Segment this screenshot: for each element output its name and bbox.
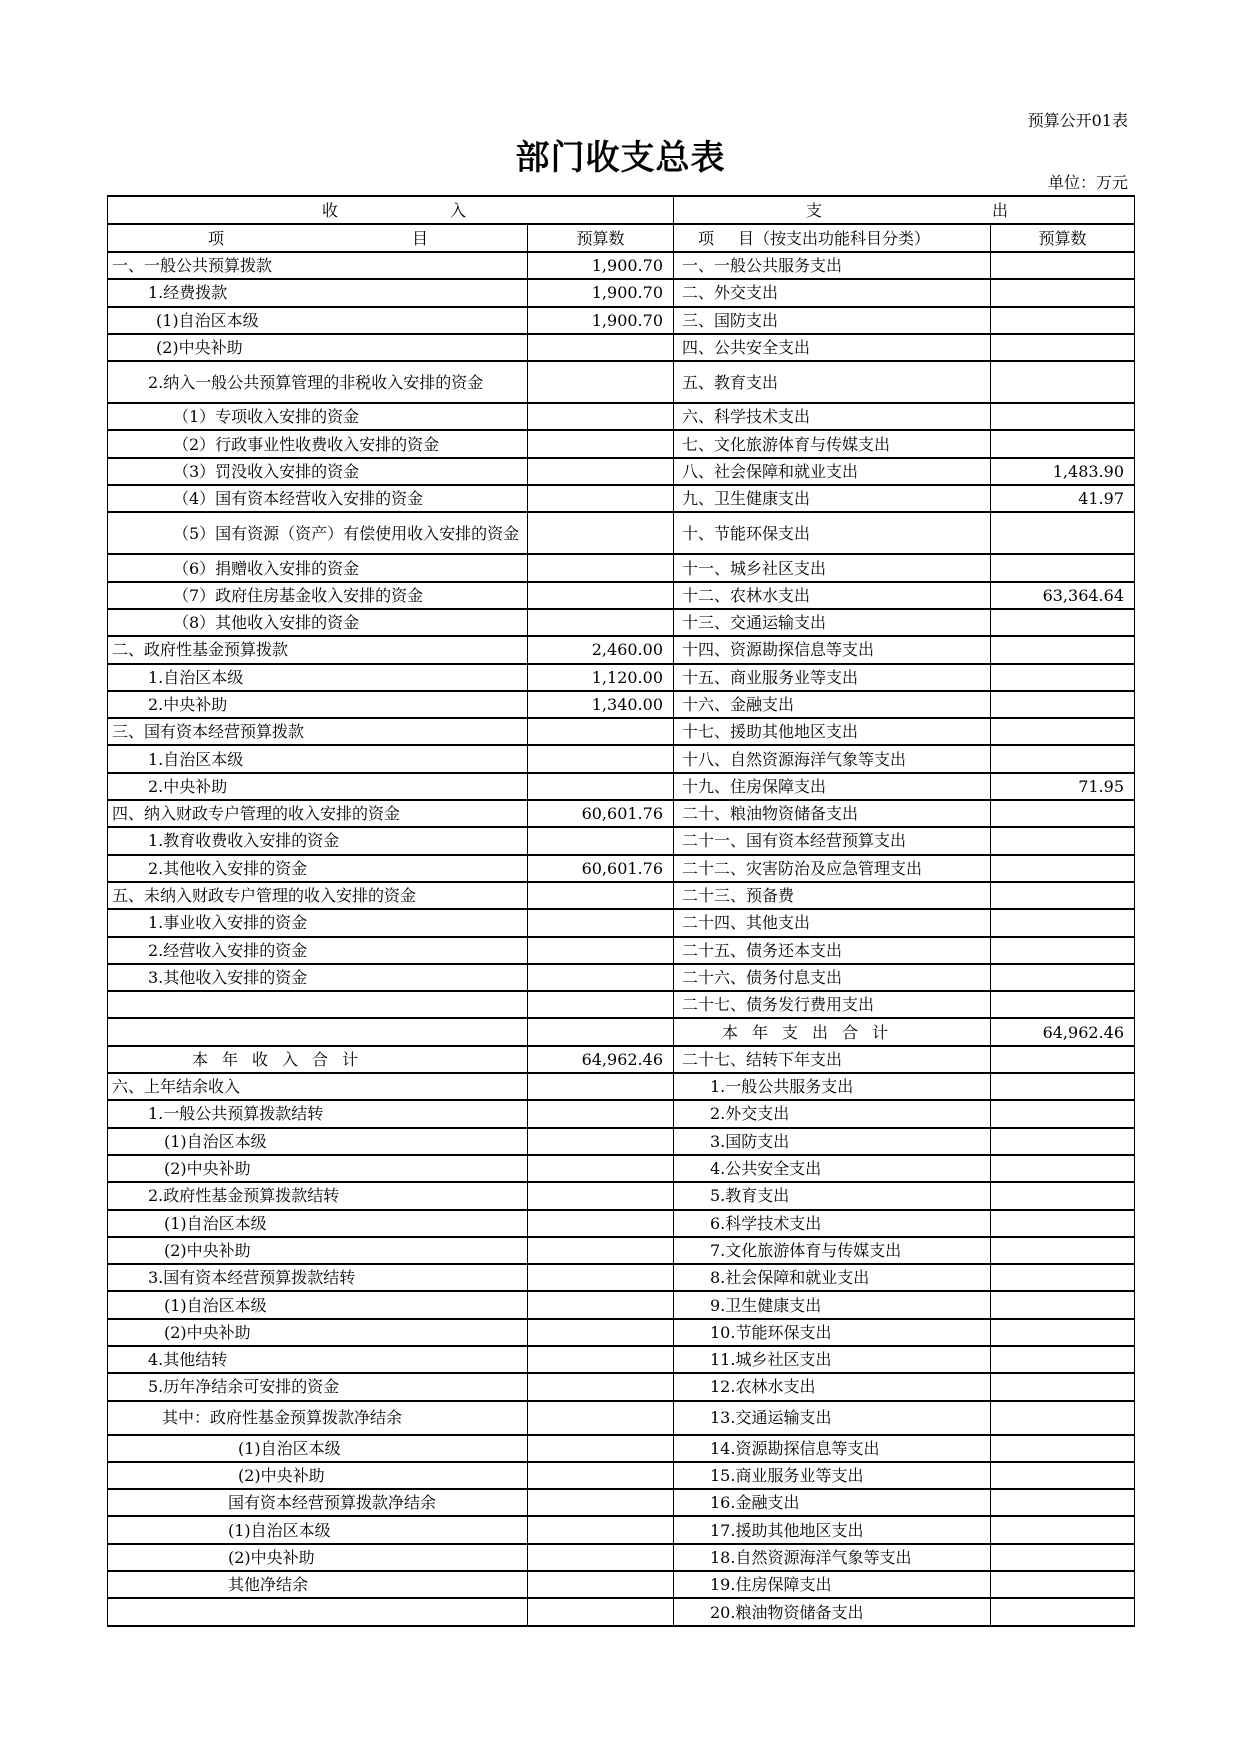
- income-item: 2.纳入一般公共预算管理的非税收入安排的资金: [108, 361, 528, 403]
- income-budget-value: [528, 1516, 674, 1543]
- table-row: [108, 1128, 1135, 1155]
- expense-budget-value: [991, 1598, 1135, 1625]
- table-row: [108, 1291, 1135, 1318]
- income-budget-value: [528, 458, 674, 485]
- expense-item: 八、社会保障和就业支出: [674, 458, 991, 485]
- expense-budget-value: [991, 664, 1135, 691]
- expense-item: 二十四、其他支出: [674, 909, 991, 936]
- expense-item: 13.交通运输支出: [674, 1401, 991, 1435]
- table-row: [108, 609, 1135, 636]
- income-budget-value: [528, 1319, 674, 1346]
- expense-budget-value: [991, 991, 1135, 1018]
- header-row-sections: [108, 196, 1135, 224]
- income-item: 1.一般公共预算拨款结转: [108, 1100, 528, 1127]
- income-budget-value: [528, 1435, 674, 1462]
- item-char-1: 项: [208, 228, 225, 248]
- income-item: 2.中央补助: [108, 773, 528, 800]
- expense-budget-value: [991, 718, 1135, 745]
- table-row: [108, 909, 1135, 936]
- table-row: [108, 1462, 1135, 1489]
- expense-char-2: 出: [992, 200, 1009, 220]
- table-row: [108, 827, 1135, 854]
- income-item: 其他净结余: [108, 1571, 528, 1598]
- expense-budget-value: [991, 1073, 1135, 1100]
- expense-item: 10.节能环保支出: [674, 1319, 991, 1346]
- income-budget-value: [528, 882, 674, 909]
- income-budget-value: [528, 718, 674, 745]
- expense-item: 九、卫生健康支出: [674, 485, 991, 512]
- income-budget-value: [528, 1291, 674, 1318]
- expense-item: 二十、粮油物资储备支出: [674, 800, 991, 827]
- income-item: 4.其他结转: [108, 1346, 528, 1373]
- unit-label: 单位：万元: [1047, 173, 1128, 192]
- income-budget-value: [528, 1264, 674, 1291]
- income-item: (2)中央补助: [108, 334, 528, 361]
- income-item: (2)中央补助: [108, 1319, 528, 1346]
- income-char-2: 入: [450, 200, 467, 220]
- expense-item: 12.农林水支出: [674, 1373, 991, 1400]
- expense-budget-value: [991, 512, 1135, 554]
- expense-item: 二十二、灾害防治及应急管理支出: [674, 855, 991, 882]
- income-budget-value: [528, 1571, 674, 1598]
- expense-budget-value: [991, 403, 1135, 430]
- income-budget-value: [528, 1544, 674, 1571]
- expense-budget-value: [991, 1373, 1135, 1400]
- expense-budget-header: 预算数: [991, 224, 1135, 252]
- income-item: [108, 991, 528, 1018]
- expense-budget-value: [991, 1571, 1135, 1598]
- table-row: [108, 1018, 1135, 1045]
- expense-budget-value: [991, 1516, 1135, 1543]
- income-budget-value: 1,900.70: [528, 279, 674, 306]
- income-item: 1.自治区本级: [108, 664, 528, 691]
- table-row: [108, 430, 1135, 457]
- expense-budget-value: [991, 1155, 1135, 1182]
- expense-budget-value: [991, 964, 1135, 991]
- income-item: （3）罚没收入安排的资金: [108, 458, 528, 485]
- expense-item: 二十七、结转下年支出: [674, 1046, 991, 1073]
- expense-budget-value: [991, 909, 1135, 936]
- income-budget-value: [528, 1373, 674, 1400]
- income-budget-value: [528, 1462, 674, 1489]
- income-item: 一、一般公共预算拨款: [108, 252, 528, 279]
- table-row: [108, 773, 1135, 800]
- expense-item: 十六、金融支出: [674, 691, 991, 718]
- expense-budget-value: [991, 1291, 1135, 1318]
- income-budget-value: [528, 1598, 674, 1625]
- income-budget-value: [528, 1073, 674, 1100]
- income-item: [108, 1598, 528, 1625]
- income-item: (2)中央补助: [108, 1462, 528, 1489]
- income-budget-value: [528, 334, 674, 361]
- income-budget-value: [528, 403, 674, 430]
- expense-budget-value: [991, 1046, 1135, 1073]
- expense-item: 十七、援助其他地区支出: [674, 718, 991, 745]
- table-row: [108, 1489, 1135, 1516]
- table-row: [108, 252, 1135, 279]
- income-budget-value: [528, 1155, 674, 1182]
- expense-item: 十二、农林水支出: [674, 582, 991, 609]
- income-budget-value: [528, 609, 674, 636]
- table-row: [108, 554, 1135, 581]
- item-char-2: 目: [412, 228, 429, 248]
- income-budget-value: [528, 485, 674, 512]
- expense-budget-value: [991, 1544, 1135, 1571]
- income-budget-value: [528, 582, 674, 609]
- expense-item: 6.科学技术支出: [674, 1210, 991, 1237]
- expense-budget-value: [991, 937, 1135, 964]
- income-budget-value: [528, 1346, 674, 1373]
- income-item: （2）行政事业性收费收入安排的资金: [108, 430, 528, 457]
- expense-budget-value: [991, 745, 1135, 772]
- expense-item: 3.国防支出: [674, 1128, 991, 1155]
- table-row: [108, 664, 1135, 691]
- income-budget-value: [528, 554, 674, 581]
- income-item: （1）专项收入安排的资金: [108, 403, 528, 430]
- table-row: [108, 1401, 1135, 1435]
- table-row: [108, 855, 1135, 882]
- income-budget-value: [528, 361, 674, 403]
- income-item: [108, 1018, 528, 1045]
- budget-table: [107, 195, 1135, 1627]
- income-budget-value: 1,900.70: [528, 307, 674, 334]
- table-row: [108, 1373, 1135, 1400]
- income-item: 1.事业收入安排的资金: [108, 909, 528, 936]
- income-budget-header: 预算数: [528, 224, 674, 252]
- income-item: 三、国有资本经营预算拨款: [108, 718, 528, 745]
- table-row: [108, 636, 1135, 663]
- table-row: [108, 1516, 1135, 1543]
- income-budget-value: [528, 1237, 674, 1264]
- expense-item: 17.援助其他地区支出: [674, 1516, 991, 1543]
- table-row: [108, 1073, 1135, 1100]
- expense-budget-value: [991, 882, 1135, 909]
- expense-budget-value: [991, 827, 1135, 854]
- income-item: （6）捐赠收入安排的资金: [108, 554, 528, 581]
- expense-budget-value: [991, 1237, 1135, 1264]
- expense-budget-value: [991, 636, 1135, 663]
- income-item: （7）政府住房基金收入安排的资金: [108, 582, 528, 609]
- table-row: [108, 964, 1135, 991]
- income-item: 2.中央补助: [108, 691, 528, 718]
- table-row: [108, 718, 1135, 745]
- expense-budget-value: [991, 855, 1135, 882]
- income-item: 5.历年净结余可安排的资金: [108, 1373, 528, 1400]
- expense-item: 2.外交支出: [674, 1100, 991, 1127]
- table-row: [108, 1155, 1135, 1182]
- expense-budget-value: [991, 430, 1135, 457]
- page-title: 部门收支总表: [515, 138, 726, 178]
- income-budget-value: 64,962.46: [528, 1046, 674, 1073]
- income-item: 1.自治区本级: [108, 745, 528, 772]
- table-row: [108, 1210, 1135, 1237]
- table-row: [108, 361, 1135, 403]
- expense-item: 七、文化旅游体育与传媒支出: [674, 430, 991, 457]
- table-row: [108, 1319, 1135, 1346]
- expense-budget-value: [991, 1435, 1135, 1462]
- expense-budget-value: [991, 1401, 1135, 1435]
- table-row: [108, 403, 1135, 430]
- income-budget-value: [528, 1018, 674, 1045]
- income-budget-value: [528, 1401, 674, 1435]
- expense-item: 四、公共安全支出: [674, 334, 991, 361]
- expense-item: 三、国防支出: [674, 307, 991, 334]
- income-item: (1)自治区本级: [108, 1128, 528, 1155]
- expense-budget-value: [991, 1128, 1135, 1155]
- income-budget-value: [528, 1128, 674, 1155]
- income-item-header: [108, 224, 528, 252]
- expense-item: 二十五、债务还本支出: [674, 937, 991, 964]
- expense-item: 五、教育支出: [674, 361, 991, 403]
- table-row: [108, 937, 1135, 964]
- expense-budget-value: [991, 279, 1135, 306]
- expense-item: 十四、资源勘探信息等支出: [674, 636, 991, 663]
- income-item: 3.其他收入安排的资金: [108, 964, 528, 991]
- income-budget-value: [528, 745, 674, 772]
- table-row: [108, 745, 1135, 772]
- expense-item-header: [674, 224, 991, 252]
- expense-item: 二十七、债务发行费用支出: [674, 991, 991, 1018]
- expense-budget-value: [991, 307, 1135, 334]
- income-budget-value: 1,340.00: [528, 691, 674, 718]
- expense-item: 二、外交支出: [674, 279, 991, 306]
- expense-item: 十九、住房保障支出: [674, 773, 991, 800]
- expense-budget-value: [991, 1100, 1135, 1127]
- expense-item: 一、一般公共服务支出: [674, 252, 991, 279]
- expense-item: 19.住房保障支出: [674, 1571, 991, 1598]
- income-item: 国有资本经营预算拨款净结余: [108, 1489, 528, 1516]
- income-item: 2.经营收入安排的资金: [108, 937, 528, 964]
- table-row: [108, 991, 1135, 1018]
- expense-item: 9.卫生健康支出: [674, 1291, 991, 1318]
- expense-item: 16.金融支出: [674, 1489, 991, 1516]
- table-row: [108, 1544, 1135, 1571]
- income-budget-value: [528, 1489, 674, 1516]
- income-budget-value: [528, 964, 674, 991]
- income-item: （8）其他收入安排的资金: [108, 609, 528, 636]
- expense-item: 十五、商业服务业等支出: [674, 664, 991, 691]
- table-row: [108, 882, 1135, 909]
- table-row: [108, 279, 1135, 306]
- income-budget-value: 60,601.76: [528, 800, 674, 827]
- income-section-header: [108, 196, 674, 224]
- income-item: (2)中央补助: [108, 1155, 528, 1182]
- expense-budget-value: [991, 691, 1135, 718]
- income-item: 六、上年结余收入: [108, 1073, 528, 1100]
- income-item: (2)中央补助: [108, 1544, 528, 1571]
- table-row: [108, 1346, 1135, 1373]
- expense-budget-value: [991, 1319, 1135, 1346]
- income-budget-value: [528, 1210, 674, 1237]
- table-row: [108, 307, 1135, 334]
- expense-item: 5.教育支出: [674, 1182, 991, 1209]
- income-item: (2)中央补助: [108, 1237, 528, 1264]
- expense-item: 二十一、国有资本经营预算支出: [674, 827, 991, 854]
- income-item: 四、纳入财政专户管理的收入安排的资金: [108, 800, 528, 827]
- expense-item: 二十三、预备费: [674, 882, 991, 909]
- income-budget-value: 60,601.76: [528, 855, 674, 882]
- income-char-1: 收: [322, 200, 339, 220]
- table-row: [108, 1598, 1135, 1625]
- expense-budget-value: 64,962.46: [991, 1018, 1135, 1045]
- table-row: [108, 800, 1135, 827]
- expense-budget-value: [991, 361, 1135, 403]
- expense-item: 4.公共安全支出: [674, 1155, 991, 1182]
- expense-budget-value: [991, 252, 1135, 279]
- expense-item: 十一、城乡社区支出: [674, 554, 991, 581]
- table-row: [108, 1100, 1135, 1127]
- expense-item: 十、节能环保支出: [674, 512, 991, 554]
- expense-item: 十三、交通运输支出: [674, 609, 991, 636]
- expense-char-1: 支: [806, 200, 823, 220]
- income-budget-value: [528, 773, 674, 800]
- income-item: （4）国有资本经营收入安排的资金: [108, 485, 528, 512]
- income-budget-value: 1,900.70: [528, 252, 674, 279]
- expense-budget-value: 41.97: [991, 485, 1135, 512]
- income-budget-value: [528, 937, 674, 964]
- income-item: (1)自治区本级: [108, 307, 528, 334]
- header-row-columns: [108, 224, 1135, 252]
- table-row: [108, 1264, 1135, 1291]
- expense-item: 15.商业服务业等支出: [674, 1462, 991, 1489]
- income-budget-value: [528, 1182, 674, 1209]
- expense-item: 11.城乡社区支出: [674, 1346, 991, 1373]
- table-row: [108, 334, 1135, 361]
- income-budget-value: [528, 991, 674, 1018]
- expense-budget-value: 63,364.64: [991, 582, 1135, 609]
- income-budget-value: [528, 1100, 674, 1127]
- table-row: [108, 512, 1135, 554]
- table-row: [108, 691, 1135, 718]
- income-budget-value: 2,460.00: [528, 636, 674, 663]
- expense-budget-value: [991, 1462, 1135, 1489]
- table-row: [108, 1182, 1135, 1209]
- income-item: (1)自治区本级: [108, 1210, 528, 1237]
- expense-budget-value: [991, 334, 1135, 361]
- income-item: 1.经费拨款: [108, 279, 528, 306]
- income-item: 1.教育收费收入安排的资金: [108, 827, 528, 854]
- expense-budget-value: [991, 609, 1135, 636]
- expense-budget-value: [991, 1210, 1135, 1237]
- expense-item: 8.社会保障和就业支出: [674, 1264, 991, 1291]
- expense-budget-value: [991, 1489, 1135, 1516]
- income-budget-value: [528, 430, 674, 457]
- expense-item: 18.自然资源海洋气象等支出: [674, 1544, 991, 1571]
- income-budget-value: [528, 909, 674, 936]
- income-item: 其中：政府性基金预算拨款净结余: [108, 1401, 528, 1435]
- income-item: 五、未纳入财政专户管理的收入安排的资金: [108, 882, 528, 909]
- income-item: (1)自治区本级: [108, 1516, 528, 1543]
- income-budget-value: 1,120.00: [528, 664, 674, 691]
- income-item: (1)自治区本级: [108, 1291, 528, 1318]
- table-row: [108, 458, 1135, 485]
- table-row: [108, 1571, 1135, 1598]
- expense-budget-value: [991, 1346, 1135, 1373]
- expense-item: 20.粮油物资储备支出: [674, 1598, 991, 1625]
- expense-item: 二十六、债务付息支出: [674, 964, 991, 991]
- expense-item: 十八、自然资源海洋气象等支出: [674, 745, 991, 772]
- table-row: [108, 485, 1135, 512]
- expense-budget-value: [991, 1264, 1135, 1291]
- expense-item: 14.资源勘探信息等支出: [674, 1435, 991, 1462]
- table-row: [108, 1435, 1135, 1462]
- expense-budget-value: 71.95: [991, 773, 1135, 800]
- expense-section-header: [674, 196, 1135, 224]
- income-item: （5）国有资源（资产）有偿使用收入安排的资金: [108, 512, 528, 554]
- income-item: 2.政府性基金预算拨款结转: [108, 1182, 528, 1209]
- expense-total-label: 本年支出合计: [674, 1018, 991, 1045]
- table-row: [108, 1237, 1135, 1264]
- income-item: 2.其他收入安排的资金: [108, 855, 528, 882]
- table-row: [108, 582, 1135, 609]
- exp-item-char-1: 项: [698, 228, 715, 248]
- income-item: 二、政府性基金预算拨款: [108, 636, 528, 663]
- expense-budget-value: [991, 554, 1135, 581]
- income-budget-value: [528, 512, 674, 554]
- income-item: (1)自治区本级: [108, 1435, 528, 1462]
- table-row: [108, 1046, 1135, 1073]
- income-budget-value: [528, 827, 674, 854]
- form-code: 预算公开01表: [1027, 111, 1128, 130]
- expense-budget-value: [991, 800, 1135, 827]
- expense-budget-value: [991, 1182, 1135, 1209]
- expense-item: 六、科学技术支出: [674, 403, 991, 430]
- income-total-label: 本年收入合计: [108, 1046, 528, 1073]
- expense-item: 1.一般公共服务支出: [674, 1073, 991, 1100]
- income-item: 3.国有资本经营预算拨款结转: [108, 1264, 528, 1291]
- expense-budget-value: 1,483.90: [991, 458, 1135, 485]
- expense-item: 7.文化旅游体育与传媒支出: [674, 1237, 991, 1264]
- exp-item-char-2: 目（按支出功能科目分类）: [738, 228, 931, 248]
